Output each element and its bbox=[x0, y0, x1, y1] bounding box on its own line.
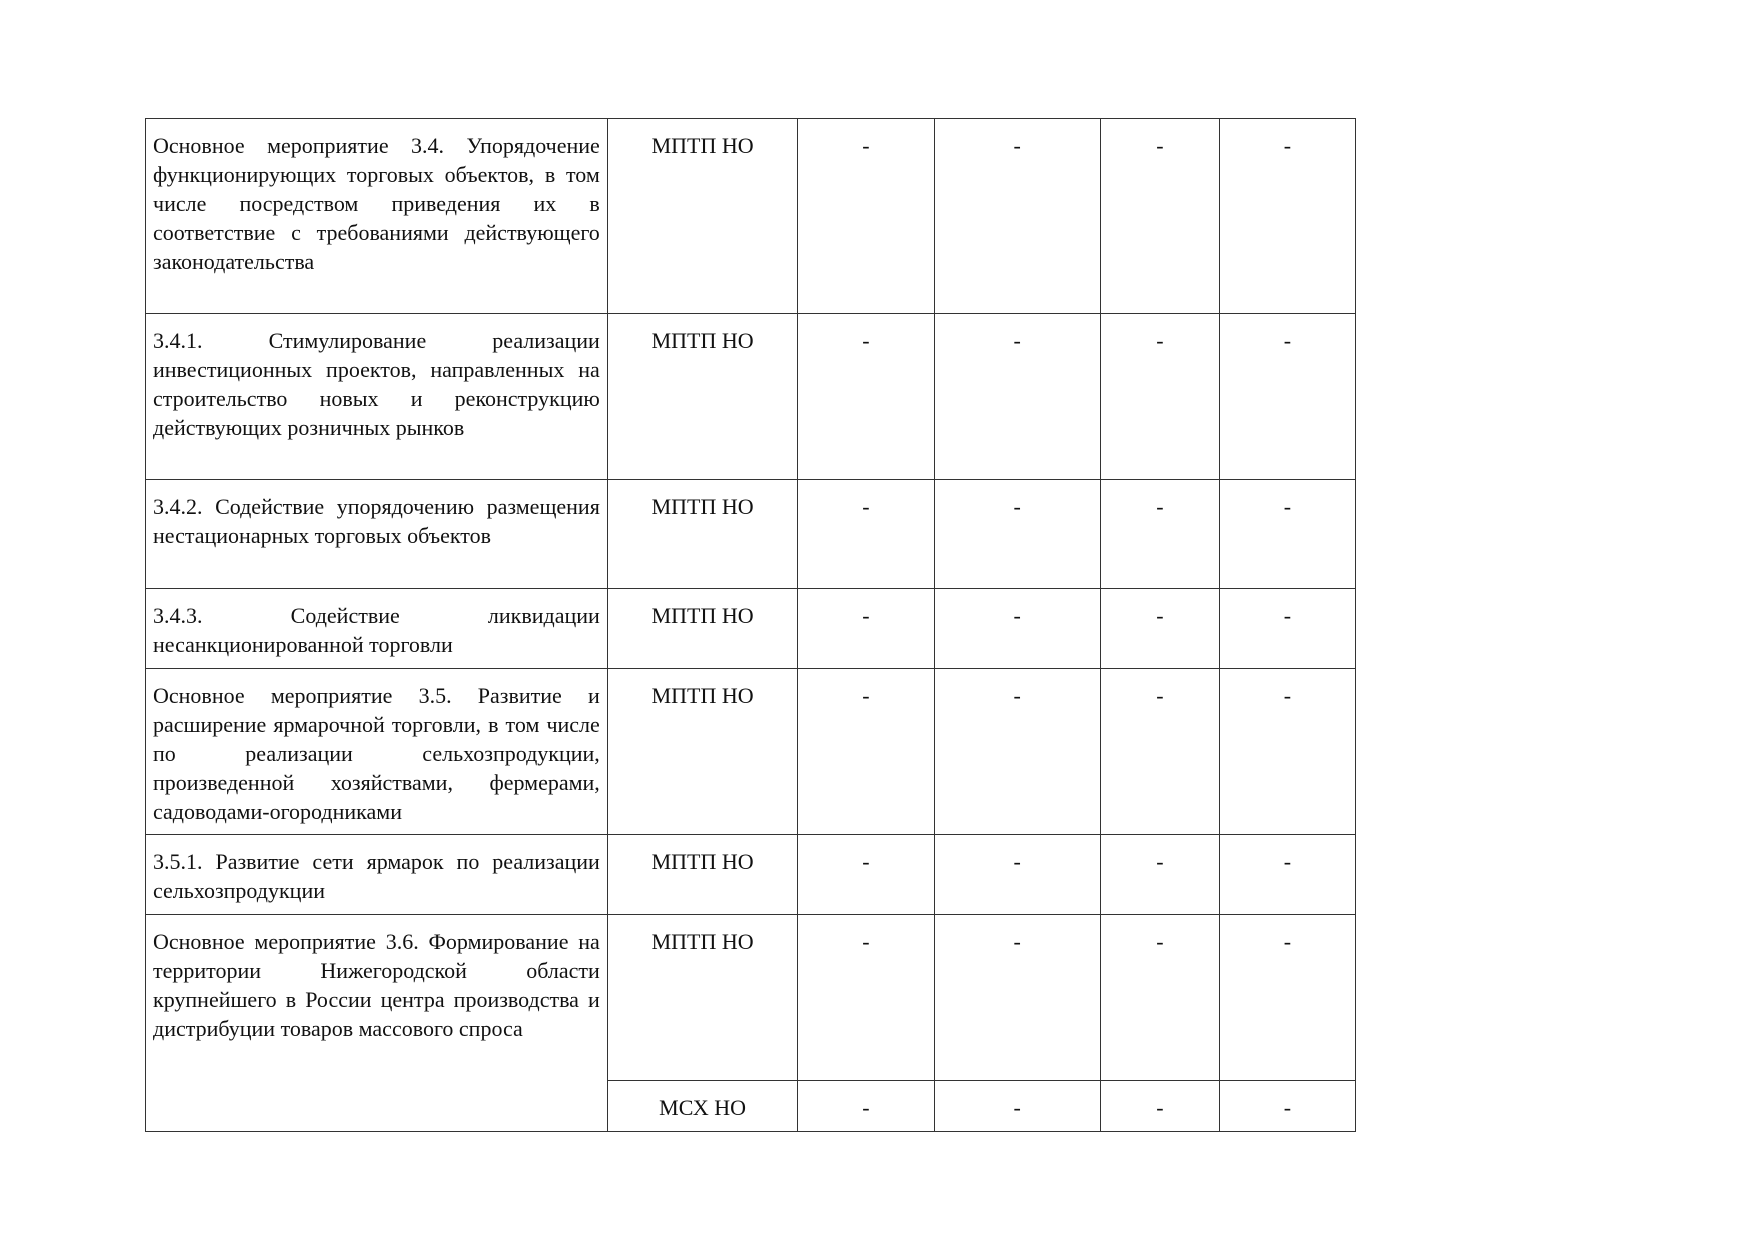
activity-description: Основное мероприятие 3.6. Формирование на территории Нижегородской области крупнейшего в России центра производства и дистрибуции товаров массового спроса bbox=[146, 915, 608, 1132]
activity-description: 3.4.2. Содействие упорядочению размещения нестационарных торговых объектов bbox=[146, 480, 608, 589]
executor-cell: МПТП НО bbox=[607, 915, 798, 1081]
value-cell: - bbox=[1100, 669, 1219, 835]
value-cell: - bbox=[1219, 1081, 1355, 1132]
value-cell: - bbox=[1219, 915, 1355, 1081]
value-cell: - bbox=[798, 119, 934, 314]
executor-cell: МПТП НО bbox=[607, 314, 798, 480]
value-cell: - bbox=[934, 119, 1100, 314]
value-cell: - bbox=[1219, 589, 1355, 669]
table-row bbox=[146, 669, 1356, 835]
activity-description: 3.4.3. Содействие ликвидации несанкционированной торговли bbox=[146, 589, 608, 669]
value-cell: - bbox=[1100, 119, 1219, 314]
value-cell: - bbox=[1100, 835, 1219, 915]
value-cell: - bbox=[1219, 119, 1355, 314]
value-cell: - bbox=[798, 915, 934, 1081]
value-cell: - bbox=[1219, 314, 1355, 480]
value-cell: - bbox=[1100, 915, 1219, 1081]
value-cell: - bbox=[798, 669, 934, 835]
value-cell: - bbox=[1100, 480, 1219, 589]
executor-cell: МПТП НО bbox=[607, 589, 798, 669]
executor-cell: МПТП НО bbox=[607, 669, 798, 835]
value-cell: - bbox=[1100, 1081, 1219, 1132]
table-row bbox=[146, 119, 1356, 314]
executor-cell: МПТП НО bbox=[607, 119, 798, 314]
value-cell: - bbox=[1219, 835, 1355, 915]
value-cell: - bbox=[1219, 669, 1355, 835]
value-cell: - bbox=[1219, 480, 1355, 589]
activity-description: Основное мероприятие 3.5. Развитие и расширение ярмарочной торговли, в том числе по реализации сельхозпродукции, произведенной хозяйствами, фермерами, садоводами-огородниками bbox=[146, 669, 608, 835]
activity-description: 3.4.1. Стимулирование реализации инвестиционных проектов, направленных на строительство новых и реконструкцию действующих розничных рынков bbox=[146, 314, 608, 480]
value-cell: - bbox=[798, 835, 934, 915]
executor-cell: МПТП НО bbox=[607, 480, 798, 589]
table-row bbox=[146, 480, 1356, 589]
value-cell: - bbox=[934, 480, 1100, 589]
executor-cell: МПТП НО bbox=[607, 835, 798, 915]
value-cell: - bbox=[934, 314, 1100, 480]
program-activities-table bbox=[145, 118, 1356, 1132]
value-cell: - bbox=[934, 1081, 1100, 1132]
table-row bbox=[146, 314, 1356, 480]
executor-cell: МСХ НО bbox=[607, 1081, 798, 1132]
activity-description: Основное мероприятие 3.4. Упорядочение функционирующих торговых объектов, в том числе посредством приведения их в соответствие с требованиями действующего законодательства bbox=[146, 119, 608, 314]
value-cell: - bbox=[798, 1081, 934, 1132]
activity-description: 3.5.1. Развитие сети ярмарок по реализации сельхозпродукции bbox=[146, 835, 608, 915]
value-cell: - bbox=[798, 314, 934, 480]
value-cell: - bbox=[934, 669, 1100, 835]
value-cell: - bbox=[798, 480, 934, 589]
value-cell: - bbox=[934, 589, 1100, 669]
value-cell: - bbox=[934, 915, 1100, 1081]
table-row bbox=[146, 589, 1356, 669]
value-cell: - bbox=[934, 835, 1100, 915]
table-row bbox=[146, 835, 1356, 915]
value-cell: - bbox=[1100, 589, 1219, 669]
value-cell: - bbox=[1100, 314, 1219, 480]
table-row bbox=[146, 915, 1356, 1081]
value-cell: - bbox=[798, 589, 934, 669]
